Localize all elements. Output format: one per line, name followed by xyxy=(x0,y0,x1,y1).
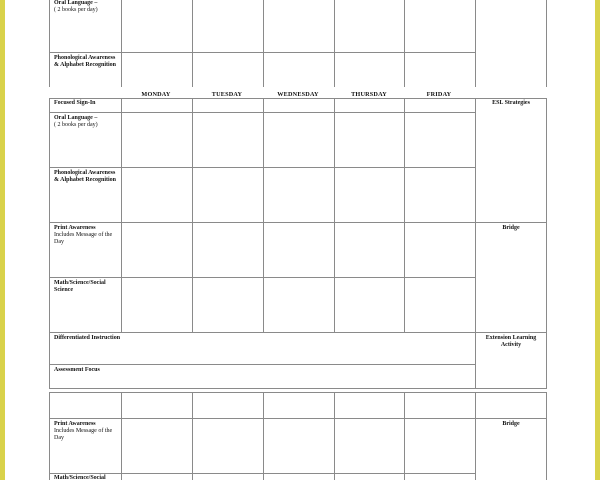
lesson-plan-sheet xyxy=(5,0,595,480)
assessment-label xyxy=(54,367,354,374)
bottom-grid-line xyxy=(404,392,405,480)
extension-label xyxy=(476,335,546,349)
bridge-title: Bridge xyxy=(502,421,520,427)
row-divider xyxy=(49,112,476,113)
differentiated-title: Differentiated Instruction xyxy=(54,335,121,341)
bottom-top-border xyxy=(49,392,547,393)
oral-language-note: ( 2 books per day) xyxy=(54,7,98,13)
top-grid-line xyxy=(121,0,122,87)
main-grid-line xyxy=(192,98,193,333)
top-grid-line xyxy=(263,0,264,87)
math-science-label xyxy=(54,280,120,294)
main-bottom-border xyxy=(49,388,547,389)
day-header-thursday: THURSDAY xyxy=(351,91,387,98)
esl-strategies-label xyxy=(476,100,546,107)
top-grid-line xyxy=(475,0,476,87)
focused-sign-in-label xyxy=(54,100,120,107)
print-awareness-note: Includes Message of the Day xyxy=(54,232,113,245)
esl-strategies-title: ESL Strategies xyxy=(492,100,530,106)
bottom-grid-line xyxy=(263,392,264,480)
bottom-bridge-label xyxy=(476,421,546,428)
bottom-grid-line xyxy=(121,392,122,480)
day-header-wednesday: WEDNESDAY xyxy=(277,91,319,98)
row-divider xyxy=(49,332,547,333)
oral-language-title: Oral Language – xyxy=(54,115,98,121)
bottom-print-awareness-label xyxy=(54,421,116,442)
print-awareness-note: Includes Message of the Day xyxy=(54,428,113,441)
top-grid-right-border xyxy=(546,0,547,87)
assessment-title: Assessment Focus xyxy=(54,367,100,373)
extension-title: Extension Learning Activity xyxy=(485,335,537,348)
main-left-border xyxy=(49,98,50,389)
row-divider xyxy=(49,222,547,223)
main-top-border xyxy=(49,98,547,99)
main-right-border xyxy=(546,98,547,389)
bridge-label xyxy=(476,225,546,232)
top-grid-line xyxy=(404,0,405,87)
print-awareness-title: Print Awareness xyxy=(54,421,96,427)
day-header-friday: FRIDAY xyxy=(426,91,452,98)
top-oral-language-label xyxy=(54,0,120,14)
top-grid-line xyxy=(334,0,335,87)
day-header-monday: MONDAY xyxy=(141,91,171,98)
page-frame-right xyxy=(595,0,600,480)
top-row-divider xyxy=(49,52,476,53)
print-awareness-title: Print Awareness xyxy=(54,225,96,231)
main-grid-line xyxy=(121,98,122,333)
oral-language-label xyxy=(54,115,120,129)
top-grid-left-border xyxy=(49,0,50,87)
top-grid-line xyxy=(192,0,193,87)
phonological-label xyxy=(54,170,120,184)
oral-language-title: Oral Language – xyxy=(54,0,98,6)
main-grid-line xyxy=(404,98,405,333)
phonological-title: Phonological Awareness & Alphabet Recognition xyxy=(54,170,117,183)
differentiated-label xyxy=(54,335,354,342)
row-divider xyxy=(49,364,476,365)
bottom-grid-line xyxy=(334,392,335,480)
bottom-math-science-label xyxy=(54,475,120,482)
bottom-row-divider xyxy=(49,418,547,419)
phonological-title: Phonological Awareness & Alphabet Recognition xyxy=(54,55,117,68)
oral-language-note: ( 2 books per day) xyxy=(54,122,98,128)
math-science-title: Math/Science/Social Science xyxy=(54,280,106,293)
bottom-side-column-border xyxy=(475,392,476,480)
main-grid-line xyxy=(334,98,335,333)
top-phonological-label xyxy=(54,55,120,69)
row-divider xyxy=(49,277,476,278)
bridge-title: Bridge xyxy=(502,225,520,231)
focused-sign-in-title: Focused Sign-In xyxy=(54,100,96,106)
math-science-title: Math/Science/Social xyxy=(54,475,106,481)
bottom-grid-line xyxy=(192,392,193,480)
bottom-left-border xyxy=(49,392,50,480)
print-awareness-label xyxy=(54,225,116,246)
row-divider xyxy=(49,167,476,168)
bottom-right-border xyxy=(546,392,547,480)
day-header-tuesday: TUESDAY xyxy=(211,91,243,98)
main-grid-line xyxy=(263,98,264,333)
